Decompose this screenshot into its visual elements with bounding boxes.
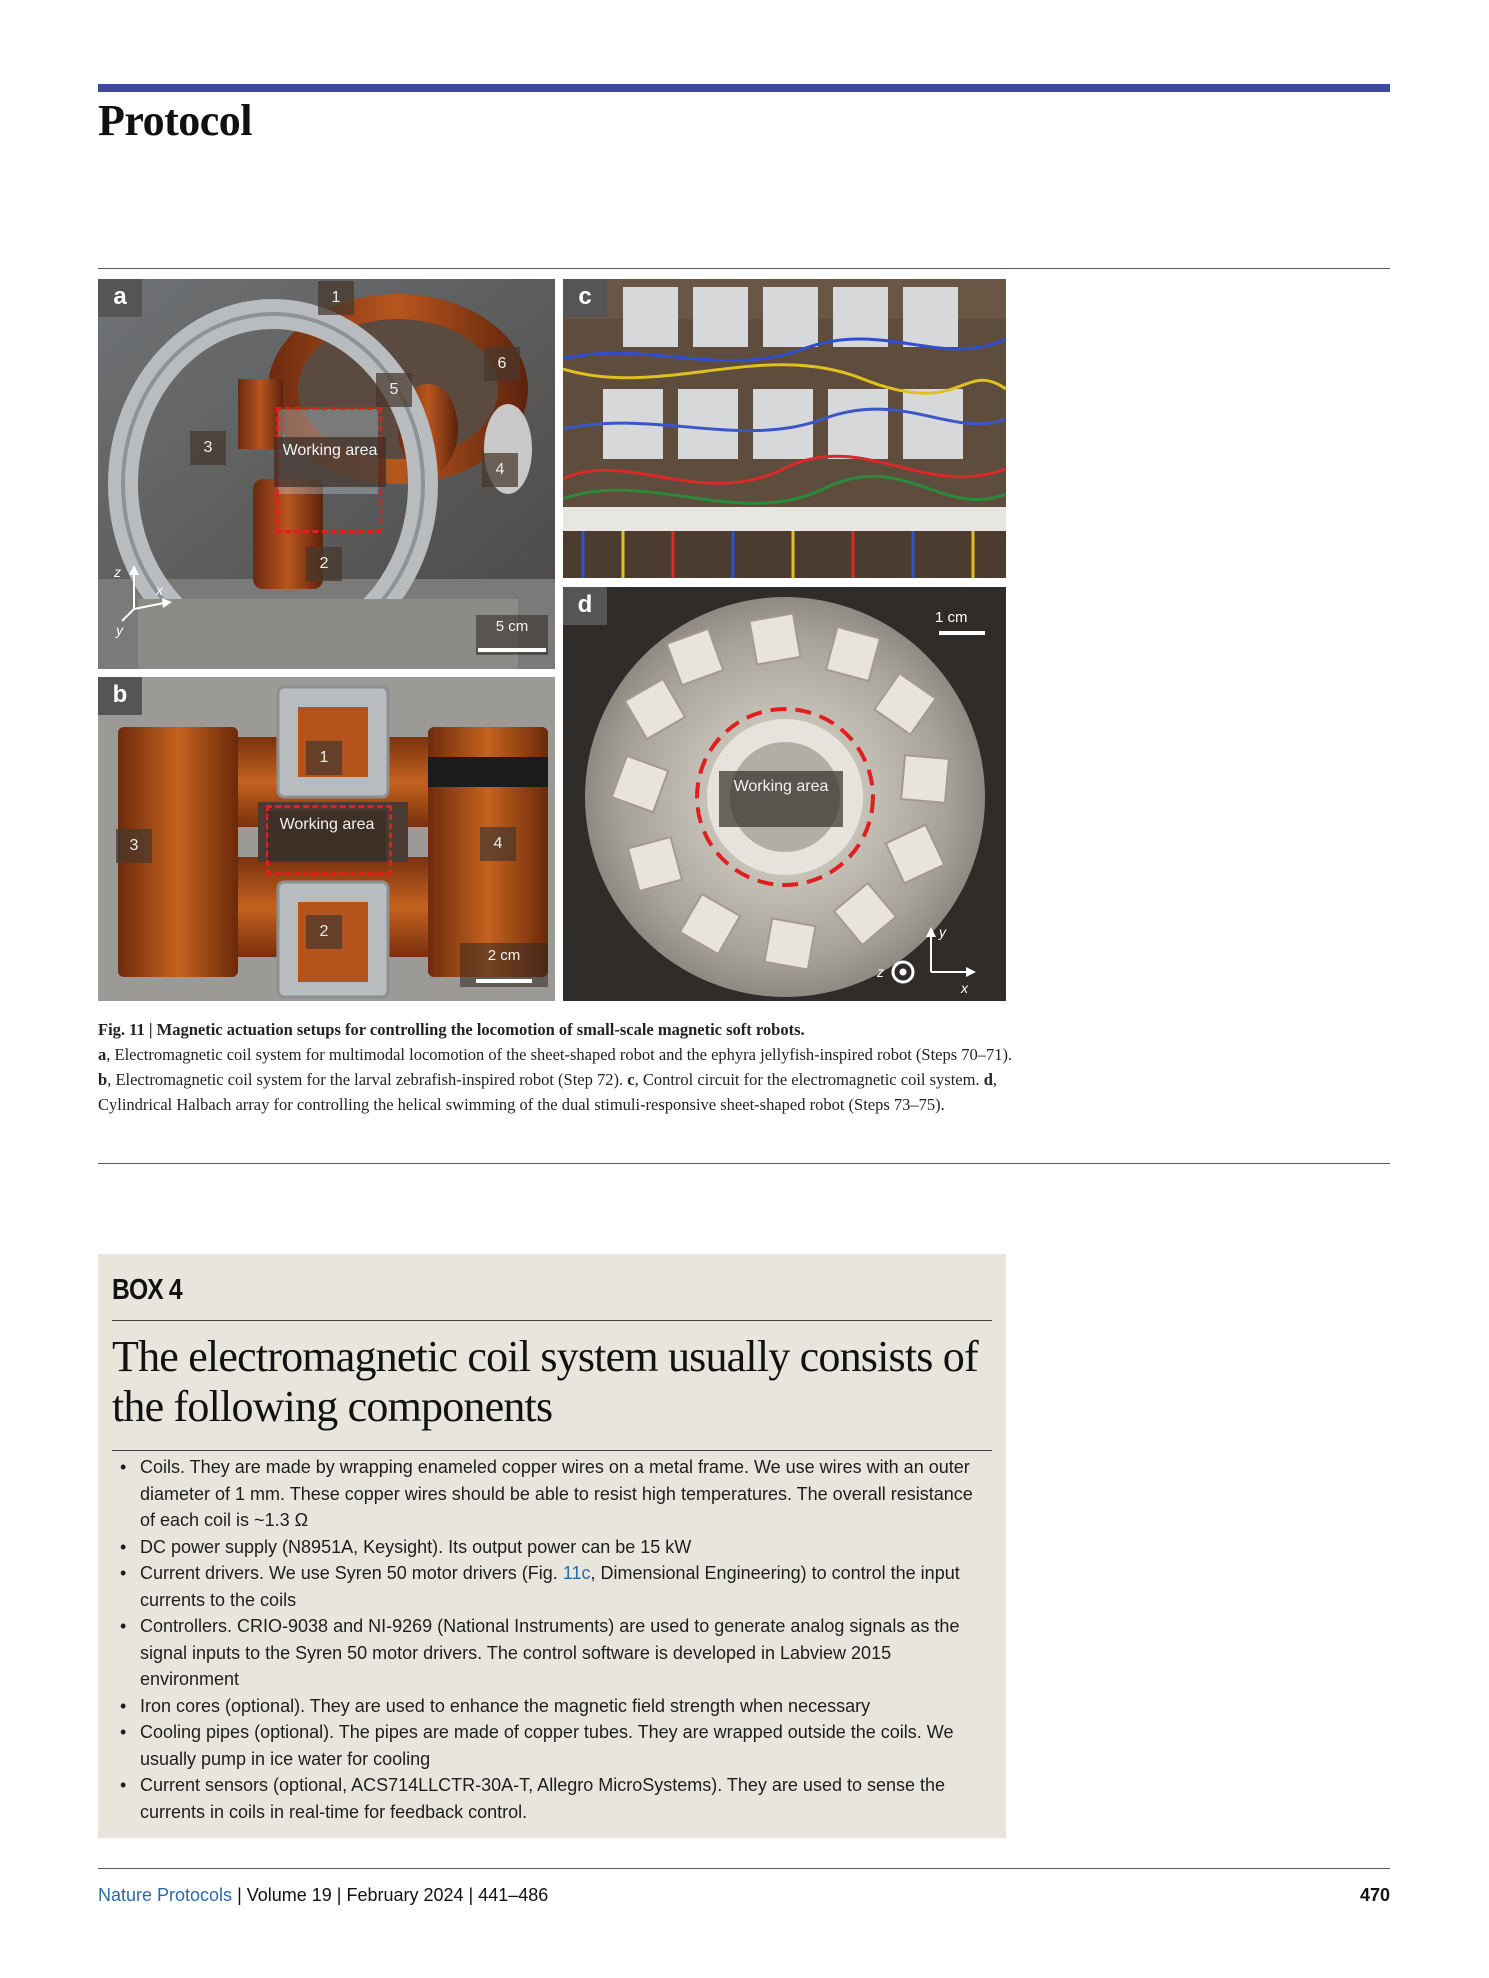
footer-details: | Volume 19 | February 2024 | 441–486 (232, 1885, 549, 1905)
axis-z-label-d: z (877, 964, 884, 980)
working-area-label-d: Working area (719, 771, 843, 827)
caption-text-c: , Control circuit for the electromagnetic coil system. (634, 1070, 984, 1089)
working-area-label-b: Working area (268, 811, 386, 861)
caption-key-d: d (983, 1070, 993, 1089)
caption-text-b: , Electromagnetic coil system for the larval zebrafish-inspired robot (Step 72). (107, 1070, 628, 1089)
list-item-controllers: • Controllers. CRIO-9038 and NI-9269 (National Instruments) are used to generate analog signals as the signal inputs to the Syren 50 motor drivers. The control software is developed in Labview 2015 environment (112, 1613, 992, 1693)
scale-bar-a (478, 648, 546, 652)
axis-z-dot (900, 969, 907, 976)
scale-text-b: 2 cm (487, 947, 521, 964)
caption-fig-label: Fig. 11 | (98, 1020, 153, 1039)
scale-text-a: 5 cm (495, 618, 529, 635)
current-drivers-text-end: , Dimensional Engineering) to control the input currents to the coils (140, 1563, 960, 1610)
figure-bottom-rule (98, 1163, 1390, 1164)
coil-2-label-a: 2 (306, 547, 342, 581)
scale-bar-b (476, 979, 532, 983)
axis-z-label: z (114, 564, 121, 580)
scale-text-d: 1 cm (935, 609, 968, 626)
list-item-current-drivers (112, 1560, 992, 1613)
header-bar (98, 84, 1390, 92)
figure-panel-d (563, 587, 1006, 1001)
axis-y-label-d: y (939, 924, 946, 940)
coil-1-label-a: 1 (318, 281, 354, 315)
current-drivers-text-start: Current drivers. We use Syren 50 motor drivers (Fig. (140, 1563, 563, 1583)
figure-top-rule (98, 268, 1390, 269)
axes-indicator-d (873, 917, 993, 997)
list-item-iron-cores: • Iron cores (optional). They are used to enhance the magnetic field strength when necessary (112, 1693, 992, 1720)
caption-text-d: , Cylindrical Halbach array for controlling the helical swimming of the dual stimuli-responsive sheet-shaped robot (Steps 73–75). (98, 1070, 998, 1114)
caption-title: Magnetic actuation setups for controlling the locomotion of small-scale magnetic soft robots. (156, 1020, 805, 1039)
box-rule-top (112, 1320, 992, 1321)
list-item-current-sensors: • Current sensors (optional, ACS714LLCTR-30A-T, Allegro MicroSystems). They are used to sense the currents in coils in real-time for feedback control. (112, 1772, 992, 1825)
panel-label-b: b (98, 677, 142, 715)
coil-5-label-a: 5 (376, 373, 412, 407)
caption-key-a: a (98, 1045, 107, 1064)
footer-rule (98, 1868, 1390, 1869)
panel-label-a: a (98, 279, 142, 317)
coil-6-label-a: 6 (484, 347, 520, 381)
caption-key-c: c (627, 1070, 635, 1089)
scale-bar-d (939, 631, 985, 635)
panel-label-c: c (563, 279, 607, 317)
box-4 (98, 1254, 1006, 1838)
section-title: Protocol (98, 96, 253, 145)
axis-z-arrow (129, 565, 139, 575)
coil-4-label-b: 4 (480, 827, 516, 861)
footer-citation (98, 1885, 548, 1906)
axis-x-line (134, 603, 164, 609)
caption-key-b: b (98, 1070, 108, 1089)
axis-y-line (122, 609, 134, 621)
box-label: BOX 4 (112, 1274, 182, 1306)
control-circuit-photo-c (563, 279, 1006, 578)
figure-panel-c (563, 279, 1006, 578)
journal-link[interactable]: Nature Protocols (98, 1885, 233, 1905)
list-item-cooling-pipes: • Cooling pipes (optional). The pipes are made of copper tubes. They are wrapped outside the coils. We usually pump in ice water for cooling (112, 1719, 992, 1772)
figure-link-11c[interactable]: 11c (562, 1563, 591, 1583)
coil-3-label-b: 3 (116, 829, 152, 863)
figure-panel-a (98, 279, 555, 669)
list-item-power-supply: • DC power supply (N8951A, Keysight). Its output power can be 15 kW (112, 1534, 992, 1561)
axis-x-label-d: x (961, 980, 968, 996)
caption-text-a: , Electromagnetic coil system for multimodal locomotion of the sheet-shaped robot and the ephyra jellyfish-inspired robot (Steps 70–71). (106, 1045, 1013, 1064)
axis-y-arrow-d (926, 927, 936, 937)
axes-indicator-a (106, 561, 176, 641)
box-title: The electromagnetic coil system usually consists of the following components (112, 1332, 978, 1431)
page-number: 470 (1359, 1885, 1390, 1905)
figure-caption (98, 1017, 1018, 1117)
coil-4-label-a: 4 (482, 453, 518, 487)
working-area-label-a: Working area (274, 437, 386, 487)
panel-label-d: d (563, 587, 607, 625)
coil-1-label-b: 1 (306, 741, 342, 775)
axis-y-label: y (116, 622, 123, 638)
coil-3-label-a: 3 (190, 431, 226, 465)
axis-x-arrow-d (966, 967, 976, 977)
component-list (112, 1454, 992, 1825)
list-item-coils: • Coils. They are made by wrapping enameled copper wires on a metal frame. We use wires with an outer diameter of 1 mm. These copper wires should be able to resist high temperatures. The overall resistance of each coil is ~1.3 Ω (112, 1454, 992, 1534)
axis-x-arrow (162, 598, 172, 608)
box-rule-middle (112, 1450, 992, 1451)
figure-panel-b (98, 677, 555, 1001)
axis-x-label: x (156, 582, 163, 598)
coil-2-label-b: 2 (306, 915, 342, 949)
